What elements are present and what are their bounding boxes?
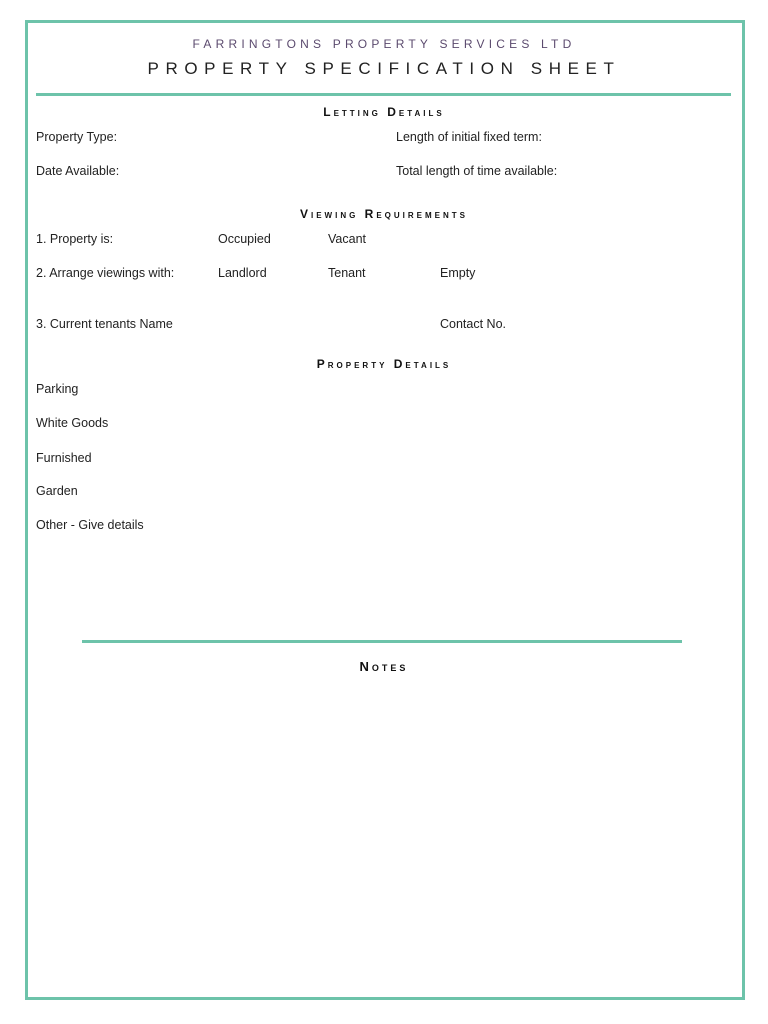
- empty-option: Empty: [440, 266, 476, 280]
- section-heading-viewing-requirements: Viewing Requirements: [299, 207, 468, 221]
- landlord-option: Landlord: [218, 266, 267, 280]
- tenant-option: Tenant: [328, 266, 366, 280]
- occupied-option: Occupied: [218, 232, 271, 246]
- date-available-label: Date Available:: [36, 164, 120, 178]
- section-heading-notes: Notes: [359, 659, 409, 674]
- tenants-name-label: 3. Current tenants Name: [36, 317, 173, 331]
- contact-no-label: Contact No.: [440, 317, 507, 331]
- property-is-label: 1. Property is:: [36, 232, 114, 246]
- total-length-label: Total length of time available:: [396, 164, 558, 178]
- garden-label: Garden: [36, 484, 78, 498]
- initial-term-label: Length of initial fixed term:: [396, 130, 542, 144]
- company-name: FARRINGTONS PROPERTY SERVICES LTD: [192, 37, 576, 51]
- other-details-label: Other - Give details: [36, 518, 144, 532]
- arrange-viewings-label: 2. Arrange viewings with:: [36, 266, 175, 280]
- page-border: [25, 20, 745, 1000]
- section-heading-letting-details: Letting Details: [323, 105, 445, 119]
- vacant-option: Vacant: [328, 232, 366, 246]
- parking-label: Parking: [36, 382, 79, 396]
- notes-divider: [82, 640, 682, 643]
- section-heading-property-details: Property Details: [316, 357, 452, 371]
- furnished-label: Furnished: [36, 451, 92, 465]
- page-title: PROPERTY SPECIFICATION SHEET: [147, 59, 621, 78]
- white-goods-label: White Goods: [36, 416, 109, 430]
- header-divider: [36, 93, 731, 96]
- property-type-label: Property Type:: [36, 130, 118, 144]
